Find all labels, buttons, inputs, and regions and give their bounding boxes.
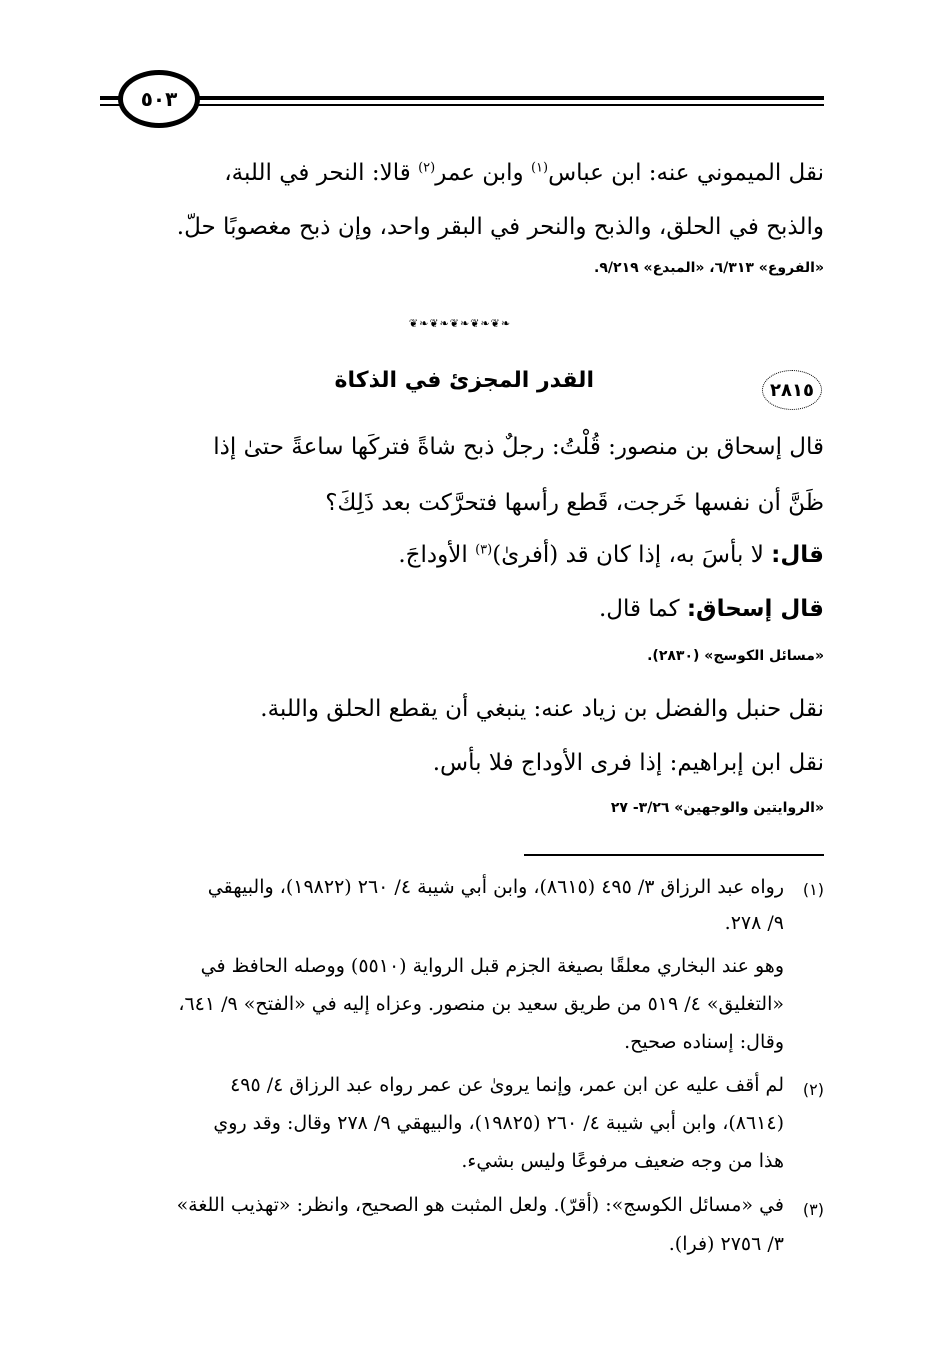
ornament-divider: ❧❦❧❦❧❦❧❦❧❦ — [408, 317, 512, 330]
body-source-2: «الروايتين والوجهين» ٣/٢٦- ٢٧ — [610, 800, 824, 816]
footnote-2-line-1: لم أقف عليه عن ابن عمر، وإنما يروىٰ عن عمر رواه عبد الرزاق ٤/ ٤٩٥ — [230, 1074, 784, 1096]
ishaq-text: كما قال. — [598, 596, 687, 622]
footnote-3-line-2: ٣/ ٢٧٥٦ (فرا). — [668, 1233, 784, 1255]
body-source-1: «مسائل الكوسج» (٢٨٣٠). — [647, 648, 824, 664]
body-line-2: ظَنَّ أن نفسها خَرجت، قَطع رأسها فتحرَّكت بعد ذَلِكَ؟ — [325, 490, 824, 516]
answer-text-b: الأوداجَ. — [398, 542, 476, 568]
page-number: ٥٠٣ — [118, 70, 200, 128]
footnote-2-line-2: (٨٦١٤)، وابن أبي شيبة ٤/ ٢٦٠ (١٩٨٢٥)، والبيهقي ٩/ ٢٧٨ وقال: وقد روي — [213, 1112, 784, 1134]
intro-text-c: قالا: النحر في اللبة، — [224, 160, 419, 186]
intro-source: «الفروع» ٦/٣١٣، «المبدع» ٩/٢١٩. — [594, 260, 824, 276]
body-line-6: نقل ابن إبراهيم: إذا فرى الأوداج فلا بأس. — [432, 750, 824, 776]
section-title: القدر المجزئ في الذكاة — [334, 368, 594, 393]
speaker-label: قال: — [771, 542, 824, 568]
body-line-5: نقل حنبل والفضل بن زياد عنه: ينبغي أن يقطع الحلق واللبة. — [260, 696, 824, 722]
footnote-separator — [524, 854, 824, 856]
footnote-3-line-1: في «مسائل الكوسج»: (أقرّ). ولعل المثبت هو الصحيح، وانظر: «تهذيب اللغة» — [176, 1194, 784, 1216]
header-rule-thin — [100, 104, 824, 106]
intro-text-a: نقل الميموني عنه: ابن عباس — [548, 160, 824, 186]
footnote-1-line-3: وهو عند البخاري معلقًا بصيغة الجزم قبل الرواية (٥٥١٠) ووصله الحافظ في — [200, 955, 784, 977]
footnote-1-line-5: وقال: إسناده صحيح. — [624, 1031, 784, 1053]
header-rule-thick — [100, 96, 824, 100]
intro-line-1 — [100, 148, 824, 198]
footnote-2-line-3: هذا من وجه ضعيف مرفوعًا وليس بشيء. — [461, 1150, 784, 1172]
footnote-ref-3[interactable]: (٣) — [475, 542, 493, 558]
intro-line-2: والذبح في الحلق، والذبح والنحر في البقر واحد، وإن ذبح مغصوبًا حلّ. — [176, 214, 824, 240]
intro-text-b: وابن عمر — [435, 160, 531, 186]
footnote-mark-2: (٢) — [802, 1080, 824, 1099]
speaker-label-ishaq: قال إسحاق: — [686, 596, 824, 622]
footnote-1-line-1: رواه عبد الرزاق ٣/ ٤٩٥ (٨٦١٥)، وابن أبي شيبة ٤/ ٢٦٠ (١٩٨٢٢)، والبيهقي — [207, 876, 784, 898]
body-line-3 — [100, 530, 824, 580]
entry-number-badge: ٢٨١٥ — [762, 370, 822, 410]
footnote-mark-3: (٣) — [802, 1200, 824, 1219]
answer-text-a: لا بأسَ به، إذا كان قد (أفرىٰ) — [492, 542, 772, 568]
body-line-4 — [100, 584, 824, 634]
footnote-ref-2[interactable]: (٢) — [418, 160, 436, 176]
footnote-mark-1: (١) — [802, 880, 824, 899]
footnote-ref-1[interactable]: (١) — [530, 160, 549, 176]
footnote-1-line-4: «التغليق» ٤/ ٥١٩ من طريق سعيد بن منصور. وعزاه إليه في «الفتح» ٩/ ٦٤١، — [178, 993, 784, 1015]
body-line-1: قال إسحاق بن منصور: قُلْتُ: رجلٌ ذبح شاةً فتركَها ساعةً حتىٰ إذا — [213, 434, 824, 460]
footnote-1-line-2: ٩/ ٢٧٨. — [724, 912, 784, 934]
